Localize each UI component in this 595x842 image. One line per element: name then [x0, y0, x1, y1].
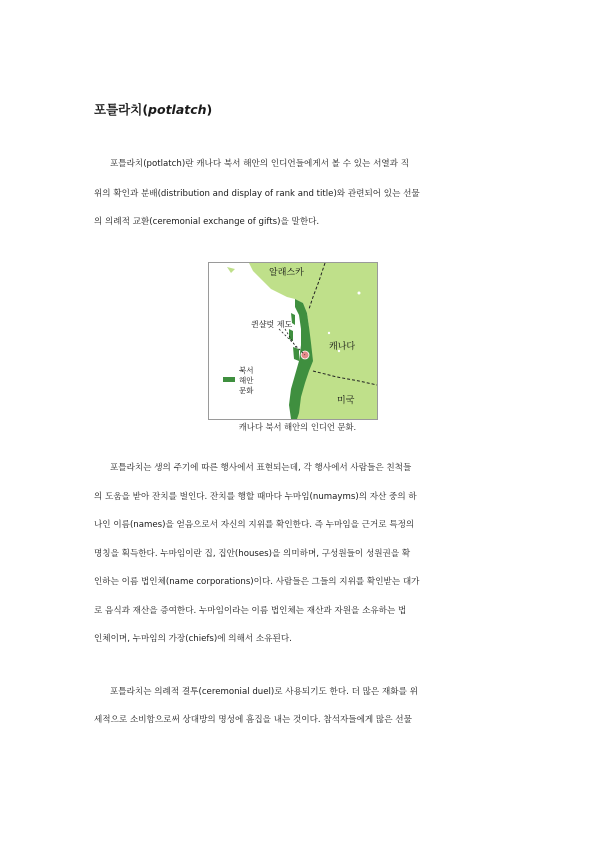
label-queen-charlotte: 퀸샬럿 제도 — [251, 320, 293, 329]
paragraph-2-line-6: 로 음식과 재산을 증여한다. 누마임이라는 이름 법인체는 재산과 자원을 소유하는 법 — [94, 606, 407, 616]
paragraph-3-line-1: 포틀라치는 의례적 결투(ceremonial duel)로 사용되기도 한다. 더 많은 재화를 위 — [110, 687, 418, 697]
title-english: potlatch — [148, 102, 207, 117]
islands — [289, 329, 293, 341]
label-canada: 캐나다 — [329, 342, 356, 352]
small-island — [227, 267, 235, 273]
mainland — [249, 263, 377, 419]
paragraph-1-line-3: 의 의례적 교환(ceremonial exchange of gifts)을 말한다. — [94, 217, 320, 227]
lake — [328, 332, 330, 334]
lake — [358, 292, 361, 295]
page-title: 포틀라치(potlatch) — [94, 102, 213, 117]
islands — [293, 347, 299, 361]
paragraph-1-line-1: 포틀라치(potlatch)란 캐나다 북서 해안의 인디언들에게서 볼 수 있는 서열과 직 — [110, 159, 410, 169]
paragraph-1-line-2: 위의 확인과 분배(distribution and display of rank and title)와 관련되어 있는 선물 — [94, 189, 420, 199]
label-usa: 미국 — [337, 396, 355, 406]
figure-caption: 캐나다 북서 해안의 인디언 문화. — [238, 422, 357, 432]
label-alaska: 알래스카 — [269, 268, 304, 278]
legend-swatch — [223, 377, 235, 382]
legend-text-line-2: 해안 — [239, 376, 254, 385]
legend-text-line-1: 북서 — [239, 366, 254, 375]
map-figure — [208, 262, 378, 420]
map-svg — [209, 263, 377, 419]
legend-text-line-3: 문화 — [239, 386, 254, 395]
paragraph-2-line-2: 의 도움을 받아 잔치를 벌인다. 잔치를 행할 때마다 누마임(numayms)의 자산 중의 하 — [94, 492, 417, 502]
paragraph-2-line-4: 명칭을 획득한다. 누마임이란 집, 집안(houses)을 의미하며, 구성원들이 성원권을 확 — [94, 549, 411, 559]
paragraph-2-line-1: 포틀라치는 생의 주기에 따른 행사에서 표현되는데, 각 행사에서 사람들은 친척들 — [110, 463, 412, 473]
paragraph-2-line-5: 인하는 이름 법인체(name corporations)이다. 사람들은 그들의 지위를 확인받는 대가 — [94, 577, 420, 587]
title-korean: 포틀라치 — [94, 102, 143, 117]
paragraph-2-line-7: 인체이며, 누마임의 가장(chiefs)에 의해서 소유된다. — [94, 634, 292, 644]
paragraph-3-line-2: 세적으로 소비함으로써 상대방의 명성에 흠집을 내는 것이다. 참석자들에게 많은 선물 — [94, 715, 412, 725]
paragraph-2-line-3: 나인 이름(names)을 얻음으로서 자신의 지위를 확인한다. 즉 누마임을 근거로 특정의 — [94, 520, 415, 530]
